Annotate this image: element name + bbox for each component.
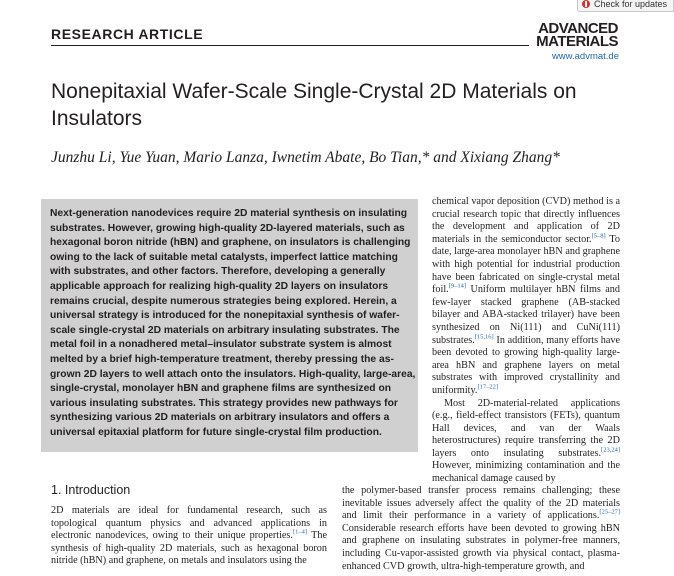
citation-link[interactable]: [1–4] xyxy=(292,528,308,536)
journal-logo xyxy=(530,22,618,48)
text-run: chemical vapor deposition (CVD) method is a crucial research topic that directly influences the development and application of 2D materials in the semiconductor sector. xyxy=(432,196,620,245)
right-column xyxy=(432,196,620,486)
text-run: The synthesis of high-quality 2D materials, such as hexagonal boron nitride (hBN) and graphene, on metals and insulators using the xyxy=(51,530,327,567)
citation-link[interactable]: [25–27] xyxy=(599,508,620,516)
right-col-paragraph-2 xyxy=(432,398,620,486)
article-title: Nonepitaxial Wafer-Scale Single-Crystal 2D Materials on Insulators xyxy=(51,80,577,130)
text-run: Considerable research efforts have been devoted to growing hBN and graphene on insulating substrates in polymer-free manners, including Cu-vapor-assisted growth via physical contact, plasma-enhanced CVD growth, ultra-high-temperature growth, and xyxy=(342,522,620,572)
citation-link[interactable]: [15,16] xyxy=(474,333,494,341)
logo-line-2: MATERIALS xyxy=(536,33,618,50)
text-run: In addition, many efforts have been devoted to growing high-quality large-area hBN and graphene layers on metal substrates with improved crystallinity and uniformity. xyxy=(432,334,620,396)
intro-paragraph xyxy=(51,505,327,568)
right-col-paragraph-1 xyxy=(432,196,620,398)
citation-link[interactable]: [17–22] xyxy=(477,383,499,391)
right-lower-paragraph xyxy=(342,485,620,573)
text-run: the polymer-based transfer process remains challenging; these inevitable issues adversely affect the quality of the 2D materials and limit their performance in a variety of applications. xyxy=(342,485,620,522)
citation-link[interactable]: [23,24] xyxy=(601,446,620,454)
logo-line-1: ADVANCED xyxy=(538,20,618,37)
journal-url[interactable]: www.advmat.de xyxy=(551,51,619,62)
article-type-kicker: RESEARCH ARTICLE xyxy=(51,26,204,42)
citation-link[interactable]: [5–8] xyxy=(591,232,606,240)
right-lower-column xyxy=(342,485,620,573)
update-icon xyxy=(582,0,590,8)
abstract-text: Next-generation nanodevices require 2D material synthesis on insulating substrates. However, growing high-quality 2D-layered materials, such as hexagonal boron nitride (hBN) and graphene, on insulators is challenging owing to the lack of suitable metal catalysts, imperfect lattice matching with substrates, and other factors. Therefore, developing a generally applicable approach for realizing high-quality 2D layers on insulators remains crucial, despite numerous strategies being explored. Herein, a universal strategy is introduced for the nonepitaxial synthesis of wafer-scale single-crystal 2D materials on arbitrary insulating substrates. The metal foil in a nonadhered metal–insulator substrate system is almost melted by a brief high-temperature treatment, thereby pressing the as-grown 2D layers to well attach onto the insulators. High-quality, large-area, single-crystal, monolayer hBN and graphene films are synthesized on various insulating substrates. This strategy provides new pathways for synthesizing various 2D materials on arbitrary insulators and offers a universal epitaxial platform for future single-crystal film production. xyxy=(50,208,416,438)
left-column xyxy=(51,505,327,568)
text-run: To date, large-area monolayer hBN and graphene with high potential for industrial production have been fabricated on single-crystal metal foil. xyxy=(432,233,621,296)
text-run: Most 2D-material-related applications (e.g., field-effect transistors (FETs), quantum Hall devices, and van der Waals heterostructures) require transferring the 2D layers onto insulating substrates. xyxy=(432,397,620,459)
abstract-box xyxy=(41,199,418,452)
check-for-updates-label: Check for updates xyxy=(593,0,667,9)
text-run: However, minimizing contamination and the mechanical damage caused by xyxy=(432,460,620,485)
author-list: Junzhu Li, Yue Yuan, Mario Lanza, Iwnetim Abate, Bo Tian,* and Xixiang Zhang* xyxy=(51,149,560,166)
citation-link[interactable]: [9–14] xyxy=(448,282,467,290)
text-run: 2D materials are ideal for fundamental research, such as topological quantum physics and advanced applications in electronic nanodevices, owing to their unique properties. xyxy=(51,505,327,542)
text-run: Uniform multilayer hBN films and few-layer stacked graphene (AB-stacked bilayer and ABA-stacked trilayer) have been synthesized on Ni(111) and CuNi(111) substrates. xyxy=(432,284,620,346)
check-for-updates-badge[interactable] xyxy=(577,0,674,12)
introduction-heading: 1. Introduction xyxy=(51,483,131,497)
header-rule xyxy=(51,45,529,46)
